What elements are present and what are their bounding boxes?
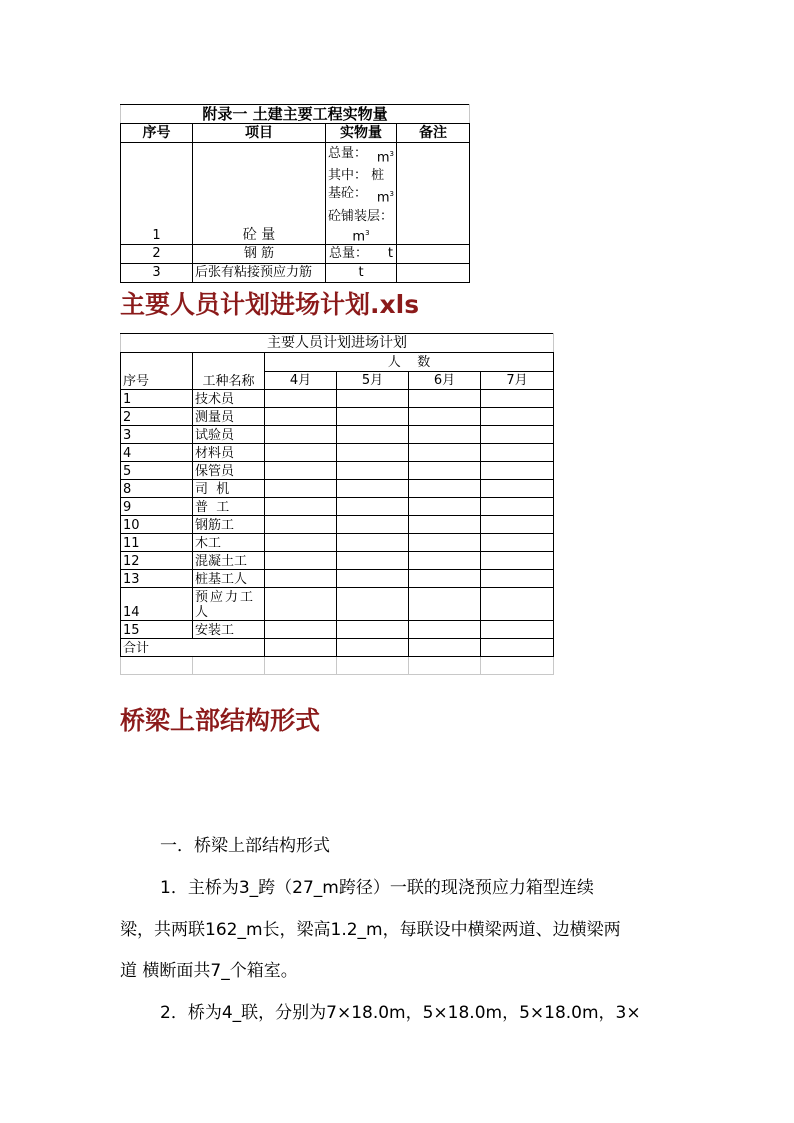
row-qty xyxy=(326,143,397,245)
row-trade: 混凝土工 xyxy=(193,552,265,570)
row-trade: 木工 xyxy=(193,534,265,552)
table-row xyxy=(121,408,554,426)
row-note xyxy=(397,143,470,245)
staffing-table-title: 主要人员计划进场计划 xyxy=(121,334,554,353)
paragraph-line: 道 横断面共7_个箱室。 xyxy=(120,961,298,981)
row-trade: 桩基工人 xyxy=(193,570,265,588)
row-qty: t xyxy=(326,263,397,282)
table-row xyxy=(121,426,554,444)
qty-paving-line: 砼铺装层： xyxy=(328,208,394,224)
header-trade: 工种名称 xyxy=(193,353,265,390)
row-no: 1 xyxy=(121,143,193,245)
header-month: 4月 xyxy=(265,372,337,390)
header-month: 7月 xyxy=(481,372,554,390)
row-no: 1 xyxy=(121,390,193,408)
row-item: 钢 筋 xyxy=(193,244,326,263)
staffing-heading: 主要人员计划进场计划.xls xyxy=(120,290,420,319)
row-trade: 材料员 xyxy=(193,444,265,462)
row-trade: 预应力工人 xyxy=(193,588,265,621)
row-item: 后张有粘接预应力筋 xyxy=(193,263,326,282)
header-no: 序号 xyxy=(121,353,193,390)
table-row xyxy=(121,516,554,534)
table-row xyxy=(121,390,554,408)
qty-total-line: 总量： $m^3$ xyxy=(328,146,394,166)
qty-pile-line: 其中： 桩 xyxy=(328,168,385,184)
row-trade: 安装工 xyxy=(193,621,265,639)
table-row xyxy=(121,498,554,516)
row-trade: 试验员 xyxy=(193,426,265,444)
qty-paving-unit: $m^3$ xyxy=(352,228,370,244)
table-row xyxy=(121,534,554,552)
table-row xyxy=(121,570,554,588)
row-item: 砼 量 xyxy=(193,143,326,245)
row-no: 3 xyxy=(121,426,193,444)
row-no: 14 xyxy=(121,588,193,621)
qty-base-line: 基砼： $m^3$ xyxy=(328,186,394,206)
paragraph-line: 梁，共两联162_m长，梁高1.2_m，每联设中横梁两道、边横梁两 xyxy=(120,920,621,940)
paragraph-line: 1．主桥为3_跨（27_m跨径）一联的现浇预应力箱型连续 xyxy=(160,878,594,898)
row-no: 8 xyxy=(121,480,193,498)
row-note xyxy=(397,244,470,263)
header-headcount: 人 数 xyxy=(265,353,554,372)
table-row xyxy=(121,480,554,498)
row-no: 2 xyxy=(121,408,193,426)
header-month: 6月 xyxy=(409,372,481,390)
table-row xyxy=(121,444,554,462)
row-trade: 保管员 xyxy=(193,462,265,480)
header-qty: 实物量 xyxy=(326,124,397,143)
row-trade: 普 工 xyxy=(193,498,265,516)
row-trade: 钢筋工 xyxy=(193,516,265,534)
structure-heading: 桥梁上部结构形式 xyxy=(120,706,321,735)
header-note: 备注 xyxy=(397,124,470,143)
row-no: 15 xyxy=(121,621,193,639)
header-month: 5月 xyxy=(337,372,409,390)
row-trade: 测量员 xyxy=(193,408,265,426)
table-row xyxy=(121,552,554,570)
row-no: 2 xyxy=(121,244,193,263)
row-trade: 司 机 xyxy=(193,480,265,498)
row-no: 5 xyxy=(121,462,193,480)
table-row xyxy=(121,588,554,621)
row-no: 10 xyxy=(121,516,193,534)
row-no: 11 xyxy=(121,534,193,552)
staffing-table xyxy=(120,333,554,675)
row-no: 3 xyxy=(121,263,193,282)
header-no: 序号 xyxy=(121,124,193,143)
total-label: 合计 xyxy=(121,639,265,657)
row-trade: 技术员 xyxy=(193,390,265,408)
header-item: 项目 xyxy=(193,124,326,143)
row-no: 4 xyxy=(121,444,193,462)
row-note xyxy=(397,263,470,282)
paragraph-line: 2．桥为4_联，分别为7×18.0m，5×18.0m，5×18.0m，3× xyxy=(160,1003,641,1023)
row-no: 12 xyxy=(121,552,193,570)
quantity-table xyxy=(120,104,470,283)
table-row xyxy=(121,621,554,639)
row-qty: 总量： t xyxy=(326,244,397,263)
row-no: 9 xyxy=(121,498,193,516)
row-no: 13 xyxy=(121,570,193,588)
table-row xyxy=(121,462,554,480)
section-title: 一．桥梁上部结构形式 xyxy=(160,836,330,856)
total-row xyxy=(121,639,554,657)
quantity-table-title: 附录一 土建主要工程实物量 xyxy=(121,105,470,124)
